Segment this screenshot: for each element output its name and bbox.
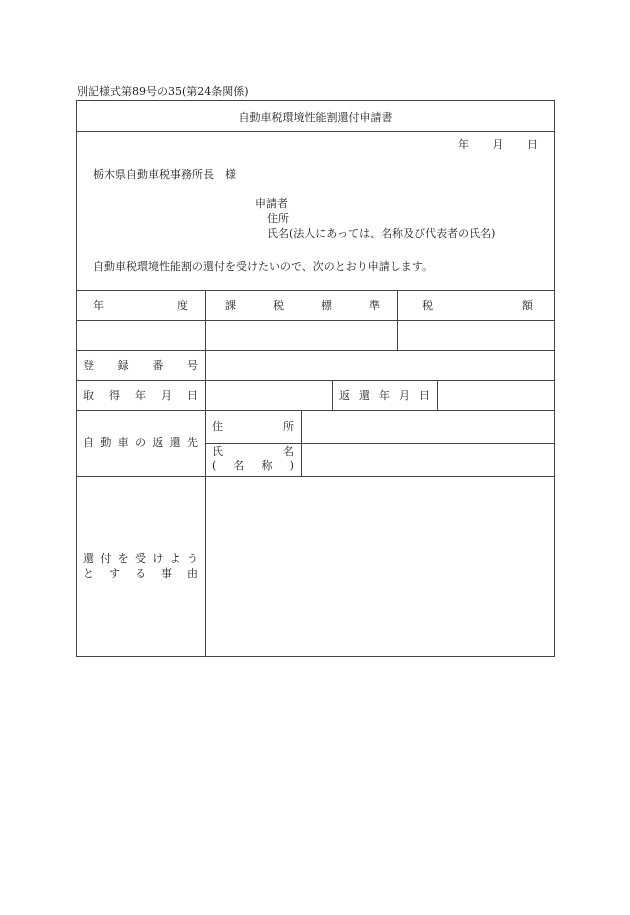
refund-reason-label-line1 xyxy=(83,552,198,565)
application-statement: 自動車税環境性能割の還付を受けたいので、次のとおり申請します。 xyxy=(93,260,433,273)
acquisition-date-label xyxy=(83,389,198,402)
label-char: 録 xyxy=(117,359,129,372)
label-char: 年 xyxy=(135,389,146,402)
label-char: 月 xyxy=(399,389,410,402)
label-char: 年 xyxy=(458,138,469,151)
label-char: 額 xyxy=(522,299,533,312)
label-char: 号 xyxy=(186,359,198,372)
form-number: 別記様式第89号の35(第24条関係) xyxy=(77,85,249,98)
applicant-name-label: 氏名(法人にあっては、名称及び代表者の氏名) xyxy=(267,227,496,240)
label-char: す xyxy=(109,567,120,580)
label-char: 車 xyxy=(117,436,129,449)
label-char: を xyxy=(117,552,129,565)
label-char: 由 xyxy=(187,567,198,580)
tax-amount-header xyxy=(422,299,533,312)
application-date xyxy=(458,138,538,151)
divider xyxy=(332,380,333,410)
label-char: 名 xyxy=(233,459,245,472)
label-char: と xyxy=(83,567,94,580)
label-char: 受 xyxy=(134,552,146,565)
label-char: 税 xyxy=(273,299,284,312)
label-char: 度 xyxy=(177,299,188,312)
tax-amount-field[interactable] xyxy=(398,321,554,350)
registration-number-label xyxy=(83,359,198,372)
applicant-address-label: 住所 xyxy=(267,212,289,225)
label-char: ) xyxy=(289,459,294,472)
form-title: 自動車税環境性能割還付申請書 xyxy=(238,111,393,124)
label-char: 得 xyxy=(109,389,120,402)
label-char: 事 xyxy=(161,567,172,580)
label-char: 取 xyxy=(83,389,94,402)
label-char: 名 xyxy=(283,445,294,458)
return-address-label xyxy=(212,420,294,433)
registration-number-field[interactable] xyxy=(206,351,554,380)
label-char: 日 xyxy=(419,389,430,402)
label-char: る xyxy=(135,567,146,580)
refund-reason-label-line2 xyxy=(83,567,198,580)
label-char: 日 xyxy=(527,138,538,151)
label-char: 付 xyxy=(100,552,112,565)
divider xyxy=(77,131,554,132)
label-char: ( xyxy=(212,459,217,472)
label-char: 年 xyxy=(379,389,390,402)
tax-base-header xyxy=(225,299,380,312)
label-char: 返 xyxy=(152,436,164,449)
label-char: 標 xyxy=(321,299,332,312)
tax-base-field[interactable] xyxy=(206,321,397,350)
label-char: の xyxy=(134,436,146,449)
refund-reason-field[interactable] xyxy=(206,477,554,656)
divider xyxy=(77,290,554,291)
label-char: 番 xyxy=(152,359,164,372)
label-char: 日 xyxy=(187,389,198,402)
label-char: 氏 xyxy=(212,445,223,458)
label-char: 登 xyxy=(83,359,94,372)
label-char: 年 xyxy=(93,299,104,312)
label-char: 先 xyxy=(186,436,198,449)
vehicle-return-destination-label xyxy=(83,436,198,449)
label-char: 還 xyxy=(169,436,181,449)
label-char: 月 xyxy=(161,389,172,402)
label-char: 準 xyxy=(369,299,380,312)
label-char: 動 xyxy=(100,436,112,449)
label-char: う xyxy=(186,552,198,565)
return-address-field[interactable] xyxy=(302,411,554,443)
return-name-field[interactable] xyxy=(302,444,554,476)
label-char: 還 xyxy=(359,389,370,402)
label-char: 税 xyxy=(422,299,433,312)
label-char: 還 xyxy=(83,552,94,565)
applicant-label: 申請者 xyxy=(255,197,288,210)
return-date-field[interactable] xyxy=(438,381,554,410)
fiscal-year-header xyxy=(93,299,188,312)
label-char: 月 xyxy=(492,138,504,151)
return-date-label xyxy=(339,389,430,402)
fiscal-year-field[interactable] xyxy=(78,321,205,350)
label-char: 自 xyxy=(83,436,94,449)
label-char: け xyxy=(152,552,164,565)
return-name-label xyxy=(212,445,294,458)
application-form xyxy=(76,100,555,657)
addressee: 栃木県自動車税事務所長 様 xyxy=(93,168,236,181)
acquisition-date-field[interactable] xyxy=(206,381,332,410)
return-title-label xyxy=(212,459,294,472)
label-char: 所 xyxy=(283,420,294,433)
label-char: よ xyxy=(169,552,181,565)
label-char: 課 xyxy=(225,299,236,312)
label-char: 返 xyxy=(339,389,350,402)
label-char: 称 xyxy=(261,459,273,472)
label-char: 住 xyxy=(212,420,223,433)
